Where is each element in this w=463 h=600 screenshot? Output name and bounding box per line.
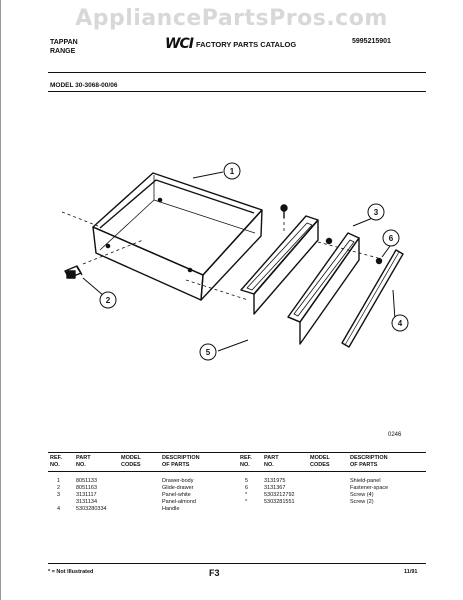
part-description: Panel-almond [162,499,196,505]
brand-name: TAPPAN [50,39,78,46]
part-description: Handle [162,506,180,512]
col-head-model-right: MODEL CODES [310,455,330,468]
table-row: 5 [245,478,249,484]
front-panel-illustration [241,216,318,314]
part-number: 3131134 [76,499,98,505]
part-description: Glide-drawer [162,485,194,491]
header-rule-model [48,91,426,92]
table-row: 2 [57,485,61,491]
col-head-model-left: MODEL CODES [121,455,141,468]
part-number: 8051163 [76,485,98,491]
part-description: Shield-panel [350,478,381,484]
catalog-number: 5995215901 [352,38,391,45]
not-illustrated-note: * = Not Illustrated [48,569,94,575]
table-rule-top [48,452,426,453]
assembly-guide-lines [62,210,378,300]
callout-3-label: 3 [373,208,379,217]
watermark: AppliancePartsPros.com [75,6,388,31]
model-number: MODEL 30-3068-00/06 [50,82,118,89]
table-row: 6 [245,485,249,491]
col-head-ref-right: REF. NO. [240,455,252,468]
part-description: Screw (2) [350,499,374,505]
part-number: 8051133 [76,478,98,484]
exploded-parts-diagram [48,130,418,380]
glide-drawer-illustration [65,266,82,278]
brand-block [50,38,78,56]
footer-rule [48,563,426,564]
catalog-title: FACTORY PARTS CATALOG [195,39,297,49]
catalog-heading [165,36,296,52]
callout-6-label: 6 [388,234,394,243]
revision-date: 11/91 [404,569,418,575]
table-row: * [245,499,248,505]
part-number: 3131367 [264,485,286,491]
part-number: 5303281551 [264,499,295,505]
part-description: Screw (4) [350,492,374,498]
col-head-part-left: PART NO. [76,455,91,468]
table-row: 3 [57,492,61,498]
header-rule-top [48,72,426,73]
drawer-body-illustration [93,173,262,300]
col-head-desc-left: DESCRIPTION OF PARTS [162,455,200,468]
table-row: 1 [57,478,61,484]
callout-4-label: 4 [397,319,403,328]
part-number: 5303212792 [264,492,295,498]
part-description: Drawer-body [162,478,194,484]
col-head-ref-left: REF. NO. [50,455,62,468]
wci-logo: WCI [165,36,193,52]
table-row: 4 [57,506,61,512]
callout-2-label: 2 [105,296,111,305]
part-description: Fastener-space [350,485,389,491]
shield-panel-illustration [288,233,359,344]
callout-1-label: 1 [229,167,235,176]
figure-code: 0246 [388,432,402,438]
part-number: 3131975 [264,478,286,484]
table-row: * [245,492,248,498]
col-head-desc-right: DESCRIPTION OF PARTS [350,455,388,468]
table-rule-header [48,471,426,472]
col-head-part-right: PART NO. [264,455,279,468]
page-number: F3 [209,568,220,578]
part-number: 5303280334 [76,506,107,512]
callout-5-label: 5 [205,348,211,357]
part-description: Panel-white [162,492,191,498]
part-number: 3131117 [76,492,97,498]
product-type: RANGE [50,48,76,55]
